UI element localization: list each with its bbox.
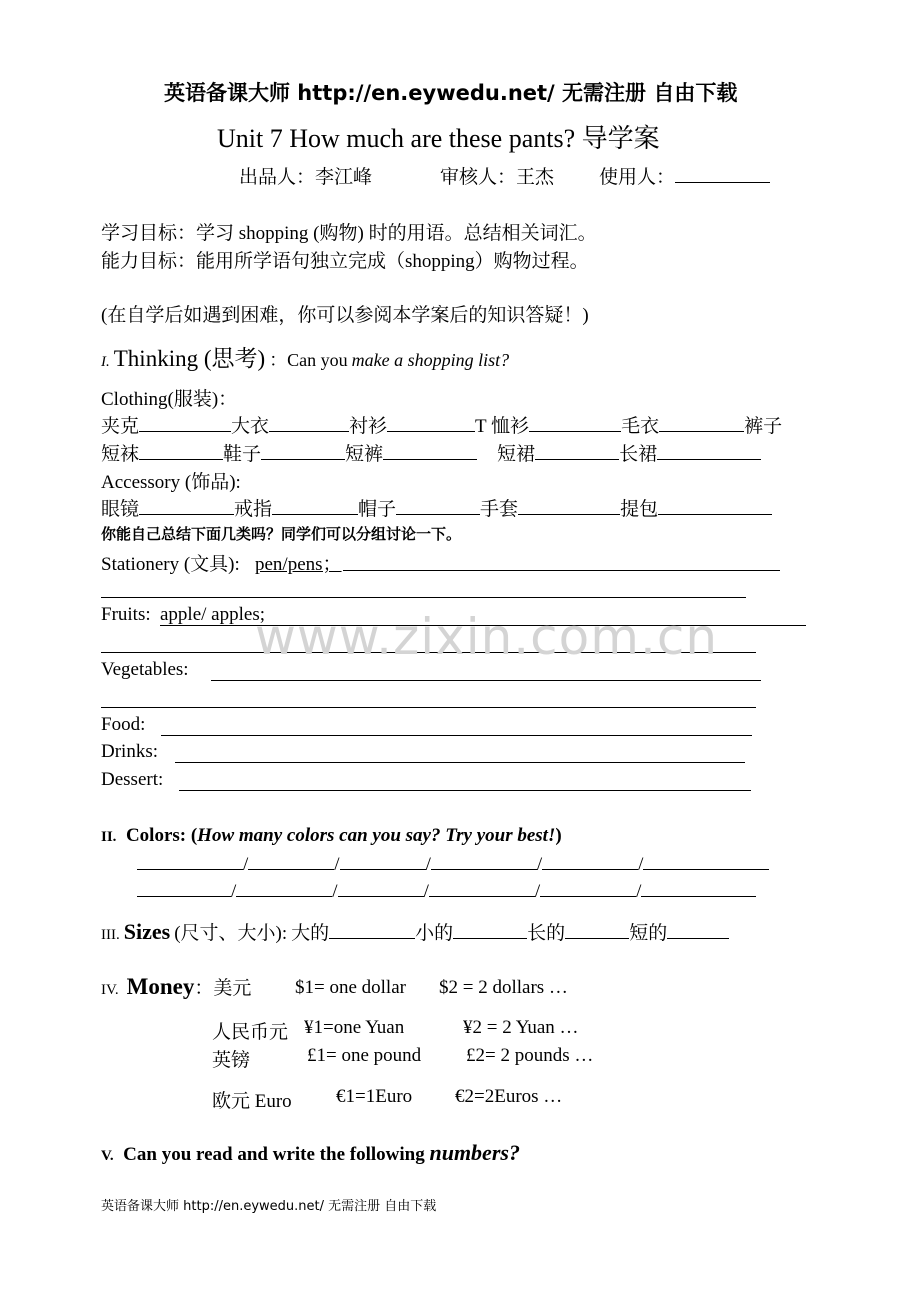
- size-blank[interactable]: [453, 920, 527, 939]
- banner: 英语备课大师 http://en.eywedu.net/ 无需注册 自由下载: [164, 81, 738, 105]
- stationery-line[interactable]: [343, 570, 780, 571]
- currency-pound-one: £1= one pound: [307, 1045, 422, 1066]
- vocab-label: 戒指: [234, 499, 273, 520]
- currency-euro-one: €1=1Euro: [336, 1086, 413, 1107]
- fruits-label: Fruits:: [101, 604, 151, 625]
- color-blank[interactable]: [338, 878, 424, 897]
- size-blank[interactable]: [565, 920, 629, 939]
- currency-yuan-two: ¥2 = 2 Yuan …: [463, 1017, 579, 1038]
- stationery-line[interactable]: [101, 597, 746, 598]
- vocab-label: 手套: [480, 499, 519, 520]
- vocab-blank[interactable]: [272, 496, 358, 515]
- currency-dollar-one: $1= one dollar: [295, 977, 406, 998]
- accessory-row: [101, 494, 772, 521]
- vocab-blank[interactable]: [139, 496, 234, 515]
- color-blank[interactable]: [431, 851, 537, 870]
- food-line[interactable]: [161, 735, 752, 736]
- section-2-close: ): [555, 825, 562, 846]
- vocab-label: 眼镜: [101, 499, 140, 520]
- currency-pound-two: £2= 2 pounds …: [466, 1045, 594, 1066]
- credit-user: [599, 162, 770, 189]
- vocab-label: 衬衫: [349, 416, 388, 437]
- currency-name: 欧元 Euro: [212, 1091, 292, 1112]
- ability-objective: 能力目标：能用所学语句独立完成（shopping）购物过程。: [101, 251, 589, 272]
- clothing-row-1: [101, 411, 782, 438]
- colors-row-2: / / / / /: [137, 878, 756, 903]
- vocab-label: 短裤: [345, 444, 384, 465]
- colors-row-1: / / / / /: [137, 851, 769, 876]
- currency-name: ：美元: [194, 978, 252, 999]
- vocab-label: 帽子: [358, 499, 397, 520]
- vocab-label: 短裙: [497, 444, 536, 465]
- vocab-blank[interactable]: [269, 413, 349, 432]
- vegetables-label: Vegetables:: [101, 659, 189, 680]
- drinks-label: Drinks:: [101, 741, 158, 762]
- footer: 英语备课大师 http://en.eywedu.net/ 无需注册 自由下载: [101, 1199, 437, 1214]
- vocab-label: 短袜: [101, 444, 140, 465]
- color-blank[interactable]: [340, 851, 426, 870]
- color-blank[interactable]: [236, 878, 332, 897]
- watermark: www.zixin.com.cn: [255, 608, 719, 666]
- section-2-prompt: How many colors can you say? Try your best!: [197, 825, 556, 846]
- credit-reviewer: 审核人：王杰: [440, 167, 555, 188]
- vocab-label: 长裙: [619, 444, 658, 465]
- section-2-heading: [101, 825, 562, 847]
- vocab-blank[interactable]: [657, 441, 761, 460]
- section-3-title: Sizes: [123, 919, 171, 944]
- currency-name: 英镑: [212, 1050, 251, 1071]
- color-blank[interactable]: [540, 878, 636, 897]
- vocab-blank[interactable]: [387, 413, 475, 432]
- section-5-emphasis: numbers?: [429, 1140, 520, 1165]
- currency-euro-two: €2=2Euros …: [455, 1086, 563, 1107]
- vocab-blank[interactable]: [658, 496, 772, 515]
- color-blank[interactable]: [137, 878, 231, 897]
- size-label: 大的: [291, 923, 330, 944]
- help-note: (在自学后如遇到困难，你可以参阅本学案后的知识答疑！): [101, 305, 589, 326]
- section-1-prompt: make a shopping list?: [351, 350, 510, 370]
- accessory-label: Accessory (饰品):: [101, 472, 241, 493]
- user-blank[interactable]: [675, 164, 770, 183]
- stationery-label: Stationery (文具):: [101, 554, 240, 575]
- clothing-row-2: [101, 439, 761, 466]
- currency-yuan-one: ¥1=one Yuan: [304, 1017, 405, 1038]
- clothing-label: Clothing(服装)：: [101, 389, 238, 410]
- vocab-blank[interactable]: [518, 496, 620, 515]
- section-2-number: II.: [101, 829, 117, 845]
- size-label: 长的: [527, 923, 566, 944]
- section-1-title: Thinking (思考): [113, 346, 266, 371]
- learning-objective: 学习目标：学习 shopping (购物) 时的用语。总结相关词汇。: [101, 223, 597, 244]
- section-5-heading: [101, 1140, 520, 1166]
- section-2-title: Colors: (: [125, 825, 198, 846]
- vocab-blank[interactable]: [535, 441, 619, 460]
- vocab-blank[interactable]: [139, 441, 223, 460]
- vocab-blank[interactable]: [659, 413, 744, 432]
- section-1-lead: ：Can you: [269, 350, 348, 370]
- section-4-title: Money: [126, 974, 195, 999]
- size-blank[interactable]: [329, 920, 415, 939]
- vocab-label: 裤子: [744, 416, 783, 437]
- vocab-blank[interactable]: [261, 441, 345, 460]
- color-blank[interactable]: [542, 851, 638, 870]
- vocab-label: 夹克: [101, 416, 140, 437]
- currency-dollar-two: $2 = 2 dollars …: [439, 977, 568, 998]
- credit-user-label: 使用人：: [599, 167, 676, 188]
- vocab-blank[interactable]: [139, 413, 231, 432]
- color-blank[interactable]: [643, 851, 769, 870]
- currency-name: 人民币元: [212, 1022, 289, 1043]
- vocab-label: 大衣: [231, 416, 270, 437]
- size-label: 短的: [629, 923, 668, 944]
- color-blank[interactable]: [429, 878, 535, 897]
- vegetables-line[interactable]: [211, 680, 761, 681]
- color-blank[interactable]: [137, 851, 243, 870]
- section-4-number: IV.: [101, 982, 119, 998]
- page-title: Unit 7 How much are these pants? 导学案: [217, 124, 660, 153]
- color-blank[interactable]: [641, 878, 756, 897]
- size-blank[interactable]: [667, 920, 729, 939]
- dessert-label: Dessert:: [101, 769, 164, 790]
- group-prompt: 你能自己总结下面几类吗？同学们可以分组讨论一下。: [101, 525, 462, 543]
- credit-producer: 出品人：李江峰: [239, 167, 373, 188]
- section-3-heading: [101, 918, 729, 945]
- vocab-label: T 恤衫: [475, 416, 530, 437]
- size-label: 小的: [415, 923, 454, 944]
- dessert-line[interactable]: [179, 790, 751, 791]
- vocab-blank[interactable]: [383, 441, 477, 460]
- section-1-heading: [101, 340, 509, 373]
- food-label: Food:: [101, 714, 146, 735]
- section-3-number: III.: [101, 927, 120, 943]
- section-5-number: V.: [101, 1148, 114, 1164]
- vocab-blank[interactable]: [529, 413, 621, 432]
- vocab-blank[interactable]: [396, 496, 480, 515]
- fruits-example: apple/ apples;: [160, 604, 265, 625]
- vocab-label: 提包: [620, 499, 659, 520]
- vocab-label: 毛衣: [621, 416, 660, 437]
- section-1-number: I.: [101, 354, 110, 370]
- vegetables-line[interactable]: [101, 707, 756, 708]
- vocab-label: 鞋子: [223, 444, 262, 465]
- drinks-line[interactable]: [175, 762, 745, 763]
- section-5-title: Can you read and write the following: [123, 1144, 425, 1165]
- stationery-example: pen/pens；: [255, 554, 342, 575]
- color-blank[interactable]: [248, 851, 334, 870]
- section-4-heading: [101, 973, 251, 1000]
- section-3-desc: (尺寸、大小):: [174, 923, 288, 944]
